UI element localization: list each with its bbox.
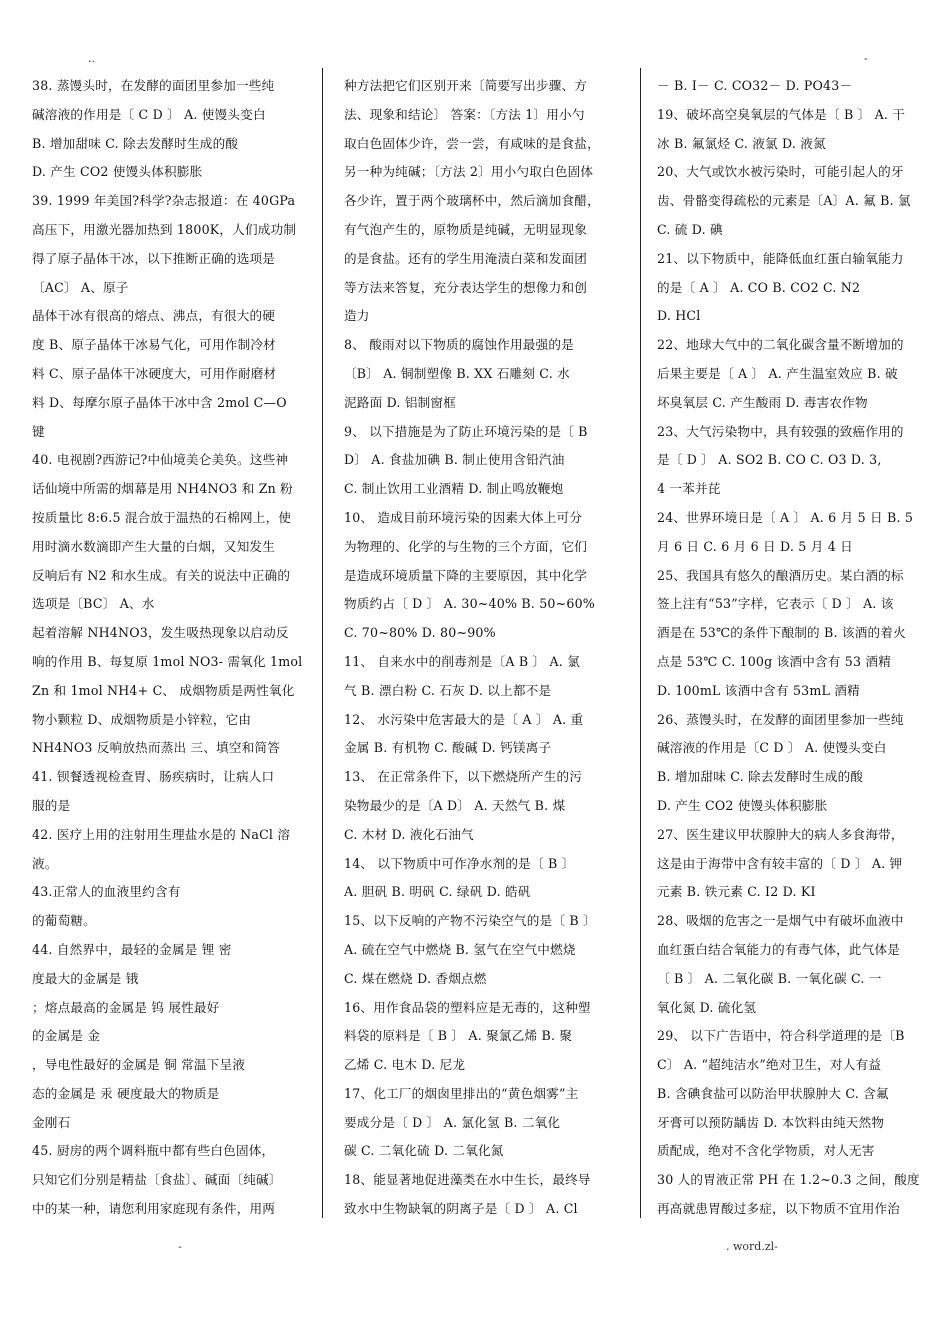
text-line: 41. 钡餐透视检查胃、肠疾病时，让病人口 [32,769,275,785]
text-line: 碳 C. 二氧化硫 D. 二氧化氮 [344,1143,504,1159]
text-line: 11、 自来水中的削毒剂是〔A B 〕 A. 氯 [344,653,581,669]
text-line: D. 100mL 该酒中含有 53mL 酒精 [657,682,860,698]
text-line: 碱溶液的作用是〔 C D 〕 A. 使馒头变白 [32,106,266,122]
text-line: 选项是〔BC〕 A、水 [32,596,155,612]
text-line: 种方法把它们区别开来〔简要写出步骤、方 [344,78,588,93]
text-line: 气 B. 漂白粉 C. 石灰 D. 以上都不是 [344,682,552,698]
text-line: 为物理的、化学的与生物的三个方面，它们 [344,538,588,554]
text-line: 后果主要是〔 A 〕 A. 产生温室效应 B. 破 [657,365,898,381]
text-line: 氧化氮 D. 硫化氢 [657,999,757,1015]
text-line: 牙膏可以预防龋齿 D. 本饮料由纯天然物 [657,1114,885,1130]
text-line: 态的金属是 汞 硬度最大的物质是 [32,1085,220,1101]
text-line: B. 增加甜味 C. 除去发酵时生成的酸 [32,135,239,151]
text-line: 13、 在正常条件下，以下燃烧所产生的污 [344,769,583,785]
text-line: 的金属是 金 [32,1028,101,1044]
text-line: 各少许，置于两个玻璃杯中，然后滴加食醋， [344,193,600,209]
text-line: 起着溶解 NH4NO3，发生吸热现象以启动反 [32,625,289,641]
text-line: 齿、骨骼变得疏松的元素是〔A〕A. 氟 B. 氯 [657,193,911,209]
column-2 [344,72,630,1232]
text-line: 签上注有“53”字样，它表示〔 D 〕 A. 该 [657,596,894,612]
text-line: 料袋的原料是〔 B 〕 A. 聚氯乙烯 B. 聚 [344,1028,573,1044]
text-line: 的是〔 A 〕 A. CO B. CO2 C. N2 [657,279,861,295]
text-line: 28、吸烟的危害之一是烟气中有破坏血液中 [657,913,904,929]
text-line: Zn 和 1mol NH4+ C、 成烟物质是两性氧化 [32,682,295,698]
column-1 [32,72,316,1232]
text-line: 20、大气或饮水被污染时，可能引起人的牙 [657,164,904,180]
text-line: 42. 医疗上用的注射用生理盐水是的 NaCl 溶 [32,826,291,842]
text-line: 金属 B. 有机物 C. 酸碱 D. 钙镁离子 [344,740,552,756]
text-line: 金刚石 [32,1114,71,1130]
text-line: 反响后有 N2 和水生成。有关的说法中正确的 [32,567,291,583]
text-line: 45. 厨房的两个调料瓶中都有些白色固体， [32,1143,275,1159]
text-line: 点是 53℃ C. 100g 该酒中含有 53 酒精 [657,653,891,669]
text-line: 〔AC〕 A、原子 [32,279,129,295]
text-line: 血红蛋白结合氧能力的有毒气体，此气体是 [657,941,901,957]
footer-left-mark: - [178,1240,182,1253]
text-line: 按质量比 8:6.5 混合放于温热的石棉网上，使 [32,509,292,525]
footer-right-text: . word.zl- [726,1240,778,1253]
text-line: 坏臭氧层 C. 产生酸雨 D. 毒害农作物 [657,394,868,410]
text-line: B. 增加甜味 C. 除去发酵时生成的酸 [657,769,864,785]
text-line: 液。 [32,855,58,871]
text-line: 16、用作食品袋的塑料应是无毒的，这种塑 [344,999,591,1015]
text-line: 〔B〕 A. 铜制塑像 B. XX 石雕刻 C. 水 [344,365,570,381]
text-line: 22、地球大气中的二氧化碳含量不断增加的 [657,337,904,353]
text-line: 27、医生建议甲状腺肿大的病人多食海带， [657,826,904,842]
text-line: 14、 以下物质中可作净水剂的是〔 B 〕 [344,855,575,871]
text-line: A. 硫在空气中燃烧 B. 氢气在空气中燃烧 [344,941,576,957]
text-line: 40. 电视剧?西游记?中仙境美仑美奂。这些神 [32,452,289,468]
text-line: 这是由于海带中含有较丰富的〔 D 〕 A. 钾 [657,855,903,871]
text-line: 的葡萄糖。 [32,913,96,929]
text-line: ，导电性最好的金属是 铜 常温下呈液 [32,1057,246,1073]
text-line: C〕 A. “超纯洁水”绝对卫生，对人有益 [657,1057,882,1073]
text-line: 晶体干冰有很高的熔点、沸点，有很大的硬 [32,308,276,324]
text-line: 24、世界环境日是〔 A 〕 A. 6 月 5 日 B. 5 [657,509,914,525]
text-line: 碱溶液的作用是〔C D 〕 A. 使馒头变白 [657,740,887,756]
text-line: D. 产生 CO2 使馒头体积膨胀 [32,164,203,180]
text-line: C. 制止饮用工业酒精 D. 制止鸣放鞭炮 [344,481,564,497]
text-line: 25、我国具有悠久的酿酒历史。某白酒的标 [657,567,904,583]
text-line: NH4NO3 反响放热而蒸出 三、填空和简答 [32,740,281,756]
text-line: B. 含碘食盐可以防治甲状腺肿大 C. 含氟 [657,1085,889,1101]
text-line: 有气泡产生的，原物质是纯碱，无明显现象 [344,221,588,237]
text-line: 致水中生物缺氧的阴离子是〔 D 〕 A. Cl [344,1201,578,1217]
text-line: 乙烯 C. 电木 D. 尼龙 [344,1057,466,1073]
text-line: 月 6 日 C. 6 月 6 日 D. 5 月 4 日 [657,538,853,554]
text-line: D. 产生 CO2 使馒头体积膨胀 [657,797,828,813]
text-line: 料 D、每摩尔原子晶体干冰中含 2mol C—O [32,394,287,410]
text-line: C. 煤在燃烧 D. 香烟点燃 [344,970,487,986]
text-line: 29、 以下广告语中，符合科学道理的是〔B [657,1028,905,1044]
text-line: 得了原子晶体干冰，以下推断正确的选项是 [32,250,276,266]
text-line: 物质约占〔 D 〕 A. 30~40% B. 50~60% [344,596,595,612]
text-line: 泥路面 D. 铝制窗框 [344,394,457,410]
text-line: 18、能显著地促进藻类在水中生长，最终导 [344,1172,591,1188]
text-line: 39. 1999 年美国?科学?杂志报道：在 40GPa [32,193,296,209]
text-line: 法、现象和结论〕 答案：〔方法 1〕用小勺 [344,106,585,122]
text-line: 服的是 [32,797,71,813]
text-line: 19、破坏高空臭氧层的气体是〔 B 〕 A. 干 [657,106,906,122]
text-line: 10、 造成目前环境污染的因素大体上可分 [344,509,583,525]
text-line: 中的某一种，请您利用家庭现有条件，用两 [32,1201,276,1217]
text-line: 9、 以下措施是为了防止环境污染的是〔 B [344,423,588,439]
text-line: 23、大气污染物中，具有较强的致癌作用的 [657,423,904,439]
text-line: 造力 [344,308,370,324]
text-line: 43.正常人的血液里约含有 [32,884,181,900]
text-line: 是〔 D 〕 A. SO2 B. CO C. O3 D. 3, [657,452,882,468]
text-line: 44. 自然界中，最轻的金属是 锂 密 [32,941,232,957]
text-line: 用时滴水数滴即产生大量的白烟，又知发生 [32,538,276,554]
text-line: 21、以下物质中，能降低血红蛋白输氧能力 [657,250,904,266]
text-line: C. 硫 D. 碘 [657,221,723,237]
text-line: 料 C、原子晶体干冰硬度大，可用作耐磨材 [32,365,277,381]
header-right-mark: - [864,52,868,65]
column-divider-2 [640,68,641,1218]
text-line: 键 [32,423,45,439]
text-line: 17、化工厂的烟囱里排出的“黄色烟雾”主 [344,1085,579,1101]
text-line: 等方法来答复，充分表达学生的想像力和创 [344,279,588,295]
text-line: 话仙境中所需的烟幕是用 NH4NO3 和 Zn 粉 [32,481,293,497]
text-line: 高压下，用激光器加热到 1800K，人们成功制 [32,221,297,237]
text-line: 4 一苯并芘 [657,481,721,497]
text-line: 度 B、原子晶体干冰易气化，可用作制冷材 [32,337,276,353]
text-line: 30 人的胃液正常 PH 在 1.2~0.3 之间，酸度 [657,1172,920,1188]
text-line: 冰 B. 氟氯烃 C. 液氯 D. 液氮 [657,135,826,151]
text-line: 只知它们分别是精盐〔食盐〕、碱面〔纯碱〕 [32,1172,282,1188]
text-line: 12、 水污染中危害最大的是〔 A 〕 A. 重 [344,711,584,727]
text-line: C. 木材 D. 液化石油气 [344,826,474,842]
text-line: 物小颗粒 D、成烟物质是小锌粒，它由 [32,711,252,727]
column-3 [657,72,942,1232]
text-line: 是造成环境质量下降的主要原因，其中化学 [344,567,588,583]
text-line: ；熔点最高的金属是 钨 展性最好 [32,999,220,1015]
header-left-mark: .. [88,52,95,65]
text-line: 染物最少的是〔A D〕 A. 天然气 B. 煤 [344,797,566,813]
text-line: 质配成，绝对不含化学物质，对人无害 [657,1143,875,1159]
text-line: D. HCl [657,308,701,324]
text-line: C. 70~80% D. 80~90% [344,625,496,641]
text-line: 响的作用 B、每复原 1mol NO3- 需氧化 1mol [32,653,303,669]
text-line: 酒是在 53℃的条件下酿制的 B. 该酒的着火 [657,625,906,641]
text-line: 再高就患胃酸过多症，以下物质不宜用作治 [657,1201,901,1217]
text-line: 的是食盐。还有的学生用淹渍白菜和发面团 [344,250,588,266]
text-line: 元素 B. 铁元素 C. I2 D. KI [657,884,816,900]
text-line: 要成分是〔 D 〕 A. 氯化氢 B. 二氧化 [344,1114,561,1130]
text-line: 15、以下反响的产物不污染空气的是〔 B 〕 [344,913,596,929]
text-line: D〕 A. 食盐加碘 B. 制止使用含铅汽油 [344,452,565,468]
text-line: 另一种为纯碱；〔方法 2〕用小勺取白色固体 [344,164,594,180]
text-line: 8、 酸雨对以下物质的腐蚀作用最强的是 [344,337,574,353]
text-line: 〔 B 〕 A. 二氧化碳 B. 一氧化碳 C. 一 [657,970,882,986]
column-divider-1 [322,68,323,1218]
text-line: 取白色固体少许，尝一尝，有咸味的是食盐， [344,135,600,151]
text-line: 度最大的金属是 锇 [32,970,139,986]
text-line: 26、蒸馒头时，在发酵的面团里参加一些纯 [657,711,904,727]
text-line: － B. I－ C. CO32－ D. PO43－ [657,78,853,93]
text-line: 38. 蒸馒头时，在发酵的面团里参加一些纯 [32,78,275,93]
text-line: A. 胆矾 B. 明矾 C. 绿矾 D. 皓矾 [344,884,531,900]
